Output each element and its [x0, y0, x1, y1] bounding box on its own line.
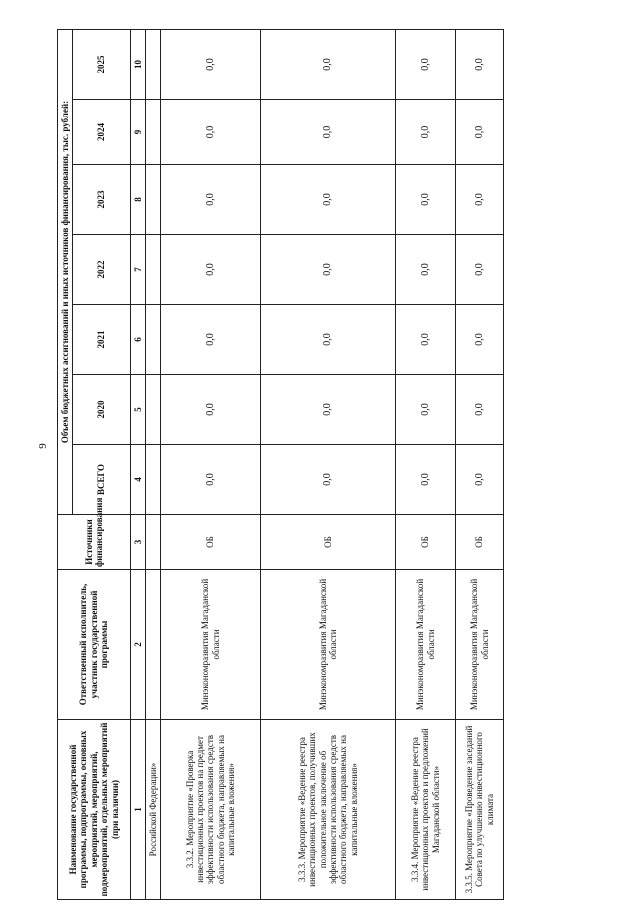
- row-name: 3.3.3. Мероприятие «Ведение реестра инвестиционных проектов, получивших положительное заключение об эффективности использования средств областного бюджета, направляемых на капитальные вложения»: [261, 720, 396, 900]
- col-number: 8: [131, 165, 146, 235]
- row-value: 0,0: [456, 100, 504, 165]
- row-value: 0,0: [261, 165, 396, 235]
- rotated-page: [57, 30, 587, 900]
- row-value: 0,0: [396, 375, 456, 445]
- col-number: 3: [131, 515, 146, 570]
- row-value: 0,0: [261, 235, 396, 305]
- row-value: 0,0: [161, 375, 261, 445]
- header-name: Наименование государственной программы, подпрограммы, основных мероприятий, мероприятий, подмероприятий, отдельных мероприятий (при наличии): [58, 720, 131, 900]
- header-source: [58, 497, 131, 570]
- col-number: 6: [131, 305, 146, 375]
- year-2021: 2021: [73, 305, 131, 375]
- header-executor: Ответственный исполнитель, участник государственной программы: [58, 570, 131, 720]
- row-source: ОБ: [456, 515, 504, 570]
- row-value: 0,0: [396, 29, 456, 99]
- row-value: 0,0: [161, 445, 261, 515]
- row-name: 3.3.2. Мероприятие «Проверка инвестиционных проектов на предмет эффективности использования средств областного бюджета, направляемых на капитальные вложения»: [161, 720, 261, 900]
- year-total: ВСЕГО: [73, 445, 131, 515]
- page-number: 9: [36, 443, 49, 449]
- row-value: 0,0: [261, 100, 396, 165]
- table-row: [261, 29, 396, 899]
- row-source: ОБ: [261, 515, 396, 570]
- row-executor: Минэкономразвития Магаданской области: [396, 570, 456, 720]
- row-value: 0,0: [161, 100, 261, 165]
- col-number: 10: [131, 29, 146, 99]
- row-value: 0,0: [456, 445, 504, 515]
- row-value: 0,0: [161, 165, 261, 235]
- header-volume: Объем бюджетных ассигнований и иных источников финансирования, тыс. рублей:: [58, 29, 73, 514]
- row-value: 0,0: [456, 375, 504, 445]
- row-name: 3.3.4. Мероприятие «Ведение реестра инвестиционных проектов и предложений Магаданской области»: [396, 720, 456, 900]
- col-number: 9: [131, 100, 146, 165]
- header-source-text: Источники финансирования: [83, 497, 104, 567]
- row-value: 0,0: [456, 305, 504, 375]
- row-executor: Минэкономразвития Магаданской области: [161, 570, 261, 720]
- row-value: 0,0: [396, 235, 456, 305]
- row-value: 0,0: [396, 165, 456, 235]
- row-value: 0,0: [161, 305, 261, 375]
- col-number: 5: [131, 375, 146, 445]
- row-name: 3.3.5. Мероприятие «Проведение заседаний Совета по улучшению инвестиционного климата: [456, 720, 504, 900]
- row-source: ОБ: [396, 515, 456, 570]
- row-source: ОБ: [161, 515, 261, 570]
- row-value: 0,0: [456, 29, 504, 99]
- table-row: [456, 29, 504, 899]
- row-value: 0,0: [261, 305, 396, 375]
- financing-table: [57, 29, 504, 900]
- row-value: 0,0: [456, 165, 504, 235]
- continuation-row: [146, 29, 161, 899]
- row-value: 0,0: [261, 29, 396, 99]
- table-row: [396, 29, 456, 899]
- year-2020: 2020: [73, 375, 131, 445]
- year-2025: 2025: [73, 29, 131, 99]
- col-number: 2: [131, 570, 146, 720]
- row-value: 0,0: [456, 235, 504, 305]
- year-2024: 2024: [73, 100, 131, 165]
- row-value: 0,0: [396, 100, 456, 165]
- year-2022: 2022: [73, 235, 131, 305]
- row-value: 0,0: [261, 445, 396, 515]
- row-value: 0,0: [161, 235, 261, 305]
- col-number: 4: [131, 445, 146, 515]
- row-value: 0,0: [396, 445, 456, 515]
- col-number: 1: [131, 720, 146, 900]
- continuation-text: Российской Федерации»: [146, 720, 161, 900]
- row-executor: Минэкономразвития Магаданской области: [456, 570, 504, 720]
- col-number: 7: [131, 235, 146, 305]
- row-value: 0,0: [161, 29, 261, 99]
- row-executor: Минэкономразвития Магаданской области: [261, 570, 396, 720]
- table-row: [161, 29, 261, 899]
- row-value: 0,0: [261, 375, 396, 445]
- row-value: 0,0: [396, 305, 456, 375]
- year-2023: 2023: [73, 165, 131, 235]
